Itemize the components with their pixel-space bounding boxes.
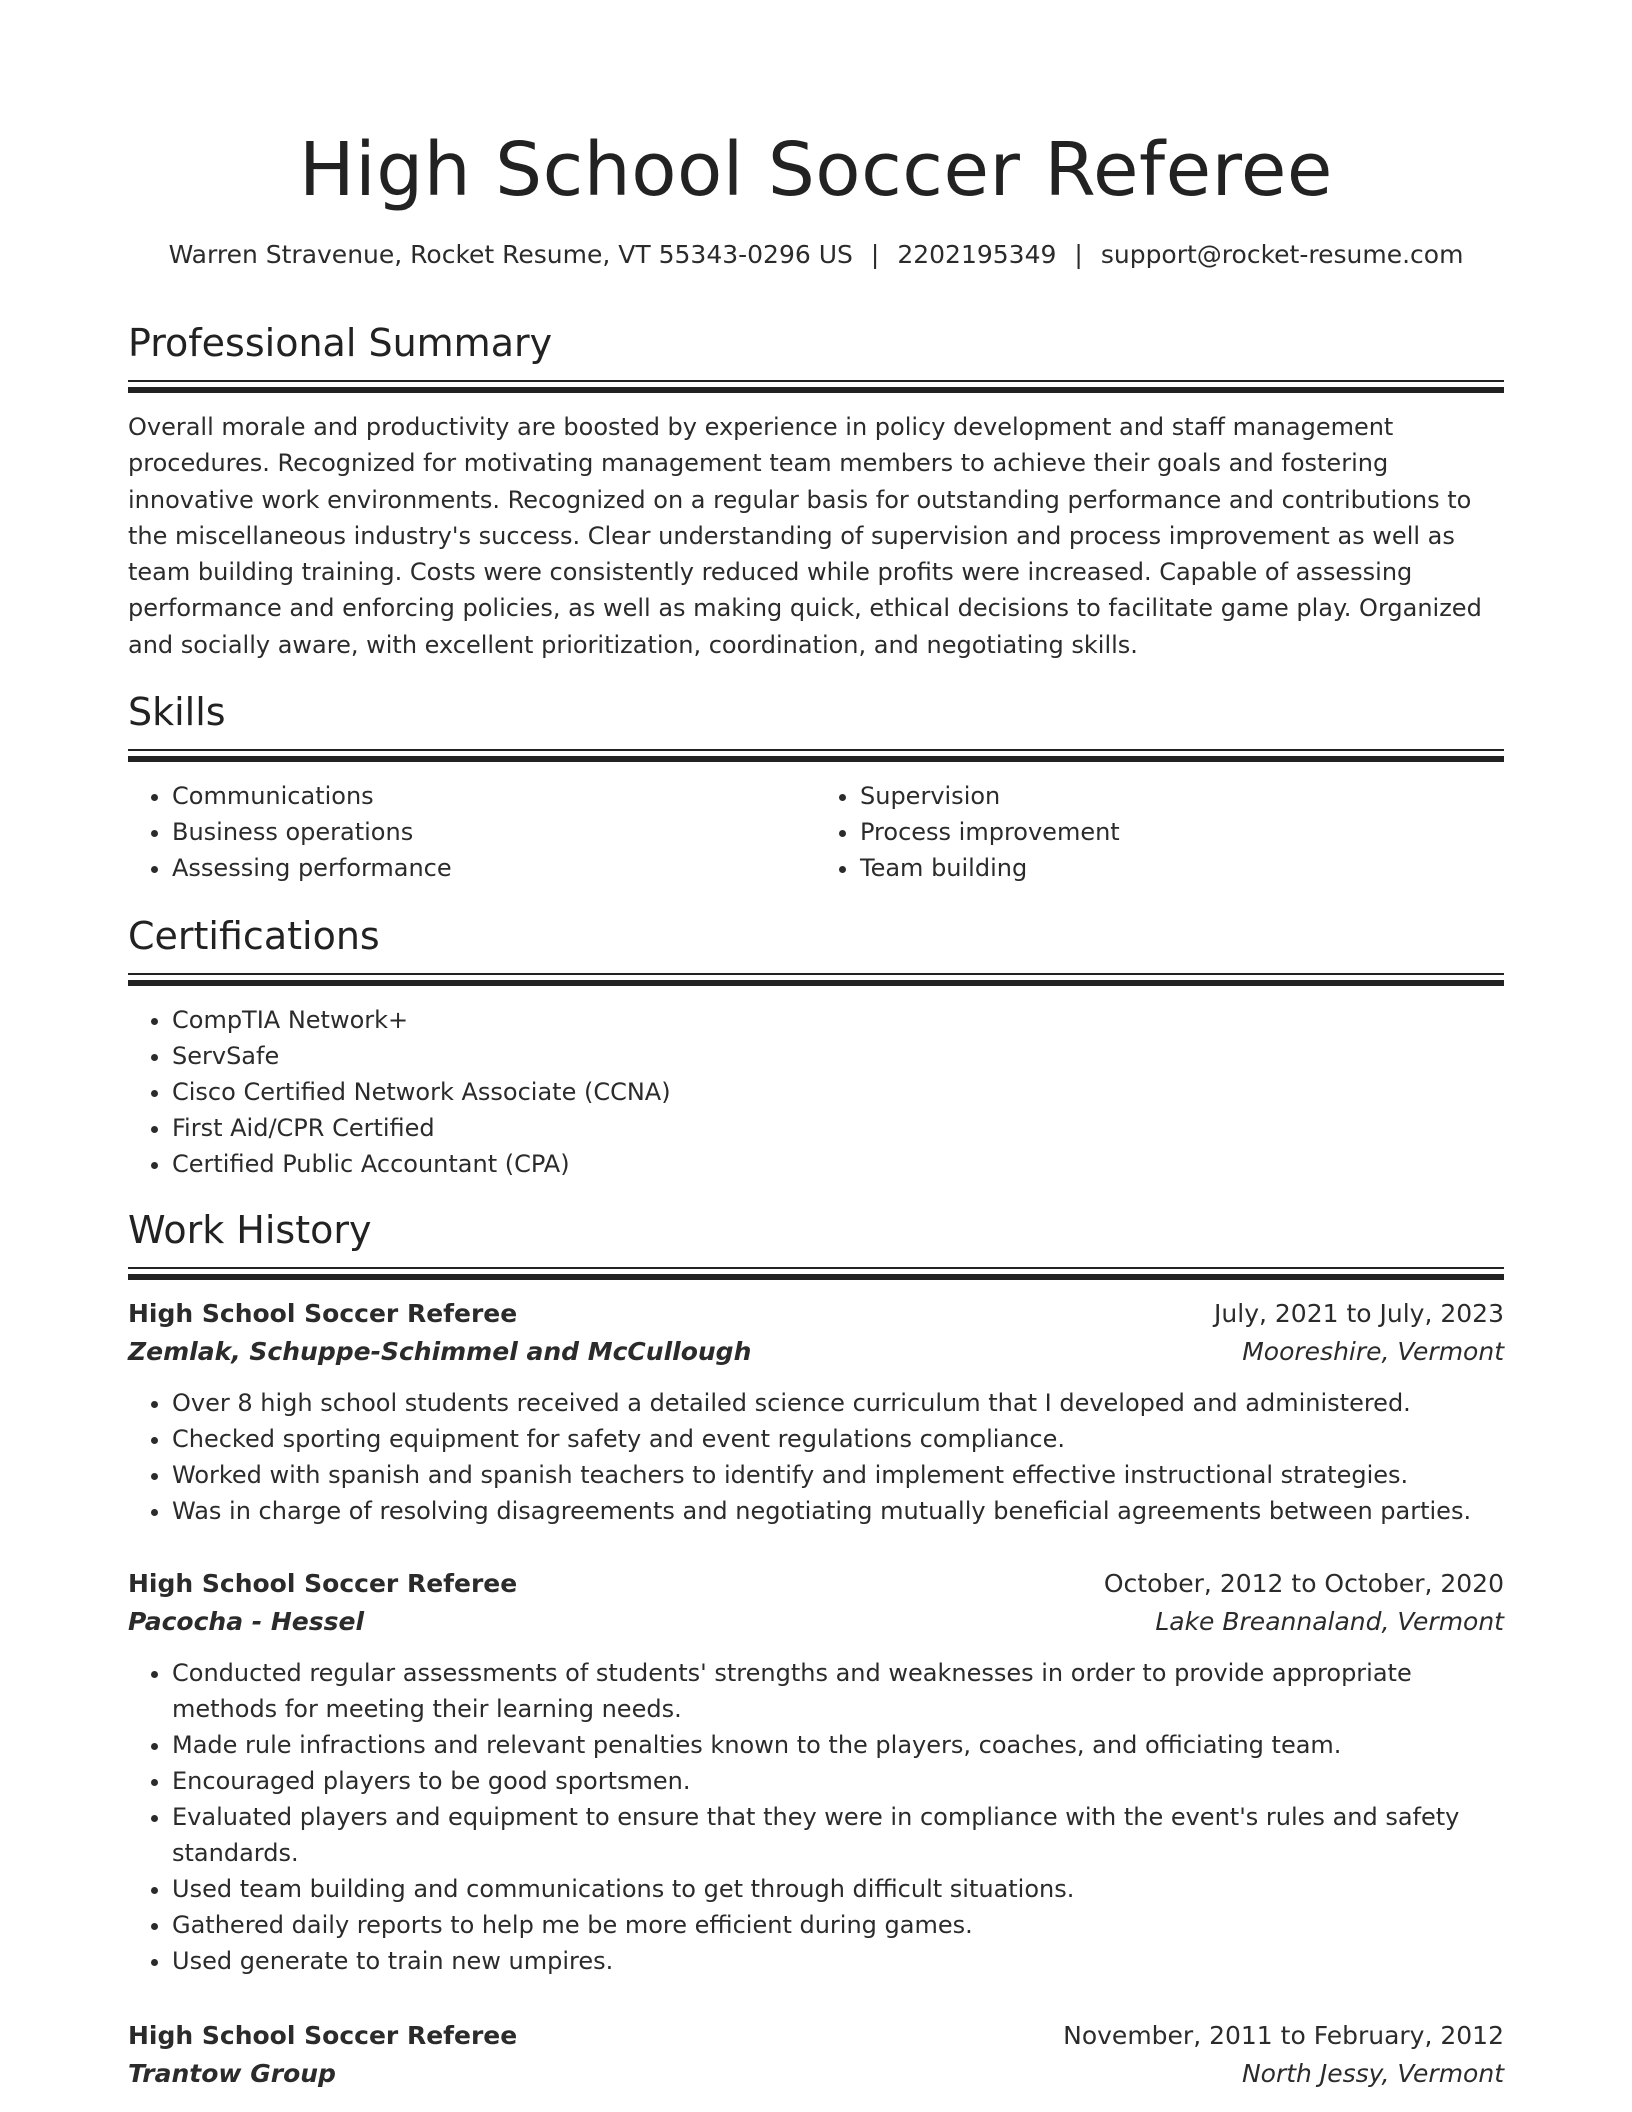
contact-separator: | [870,240,880,269]
job-bullet: • Conducted regular assessments of students' strengths and weaknesses in order to provide appropriate methods for meeting their learning needs. [172,1655,1504,1727]
job-bullet: • Used generate to train new umpires. [172,1943,1504,1979]
work-history-heading: Work History [128,1208,372,1252]
job-location: Mooreshire, Vermont [1242,1337,1504,1366]
resume-name: High School Soccer Referee [299,127,1333,213]
section-divider [128,1267,1504,1280]
job-bullet: • Worked with spanish and spanish teachers to identify and implement effective instructional strategies. [172,1457,1504,1493]
job-bullet: • Used team building and communications to get through difficult situations. [172,1871,1504,1907]
certifications-section [128,911,1504,1182]
skill-item: • Business operations [172,814,816,850]
job-bullet: • Made rule infractions and relevant penalties known to the players, coaches, and officiating team. [172,1727,1504,1763]
summary-text: Overall morale and productivity are boosted by experience in policy development and staff management procedures. Recognized for motivating management team members to achieve their goals and fostering innovative work environments. Recognized on a regular basis for outstanding performance and contributions to the miscellaneous industry's success. Clear understanding of supervision and process improvement as well as team building training. Costs were consistently reduced while profits were increased. Capable of assessing performance and enforcing policies, as well as making quick, ethical decisions to facilitate game play. Organized and socially aware, with excellent prioritization, coordination, and negotiating skills. [128,413,1482,659]
section-divider [128,973,1504,986]
job-header [128,1295,1504,1333]
job-bullet: • Over 8 high school students received a detailed science curriculum that I developed and administered. [172,1385,1504,1421]
job-entry [128,1565,1504,1979]
job-bullet: • Evaluated players and equipment to ensure that they were in compliance with the event's rules and safety standards. [172,1799,1504,1871]
job-subheader [128,1333,1504,1371]
certifications-heading: Certifications [128,914,380,958]
skill-item: • Supervision [860,778,1504,814]
skills-column-left [128,778,816,886]
job-entry [128,2017,1504,2093]
job-subheader [128,2055,1504,2093]
job-dates: October, 2012 to October, 2020 [1103,1569,1504,1598]
certifications-list [128,1002,1504,1182]
work-history-section [128,1205,1504,1280]
job-header [128,1565,1504,1603]
skill-item: • Assessing performance [172,850,816,886]
certification-item: • Certified Public Accountant (CPA) [172,1146,1504,1182]
job-bullets [128,1655,1504,1979]
skills-column-right [816,778,1504,886]
summary-section [128,318,1504,663]
job-location: Lake Breannaland, Vermont [1155,1607,1504,1636]
skill-item: • Process improvement [860,814,1504,850]
job-bullet: • Gathered daily reports to help me be more efficient during games. [172,1907,1504,1943]
job-bullets [128,1385,1504,1529]
job-title: High School Soccer Referee [128,1299,518,1328]
job-company: Pacocha - Hessel [128,1607,365,1636]
job-dates: November, 2011 to February, 2012 [1063,2021,1504,2050]
job-bullet: • Was in charge of resolving disagreements and negotiating mutually beneficial agreements between parties. [172,1493,1504,1529]
certification-item: • CompTIA Network+ [172,1002,1504,1038]
job-bullet: • Encouraged players to be good sportsmen. [172,1763,1504,1799]
job-title: High School Soccer Referee [128,1569,518,1598]
job-bullet: • Checked sporting equipment for safety and event regulations compliance. [172,1421,1504,1457]
contact-line [128,238,1504,272]
section-divider [128,749,1504,762]
job-title: High School Soccer Referee [128,2021,518,2050]
certification-item: • First Aid/CPR Certified [172,1110,1504,1146]
contact-email: support@rocket-resume.com [1100,240,1464,269]
contact-address: Warren Stravenue, Rocket Resume, VT 55343-0296 US [168,240,853,269]
summary-heading: Professional Summary [128,321,553,365]
certification-item: • Cisco Certified Network Associate (CCNA) [172,1074,1504,1110]
section-divider [128,380,1504,393]
job-location: North Jessy, Vermont [1241,2059,1504,2088]
job-company: Trantow Group [128,2059,336,2088]
skills-section [128,687,1504,886]
contact-separator: | [1074,240,1083,269]
job-company: Zemlak, Schuppe-Schimmel and McCullough [128,1337,752,1366]
job-dates: July, 2021 to July, 2023 [1214,1299,1504,1328]
job-header [128,2017,1504,2055]
job-subheader [128,1603,1504,1641]
skills-columns [128,778,1504,886]
skill-item: • Communications [172,778,816,814]
job-entry [128,1295,1504,1529]
certification-item: • ServSafe [172,1038,1504,1074]
skill-item: • Team building [860,850,1504,886]
skills-heading: Skills [128,690,226,734]
contact-phone: 2202195349 [897,240,1057,269]
